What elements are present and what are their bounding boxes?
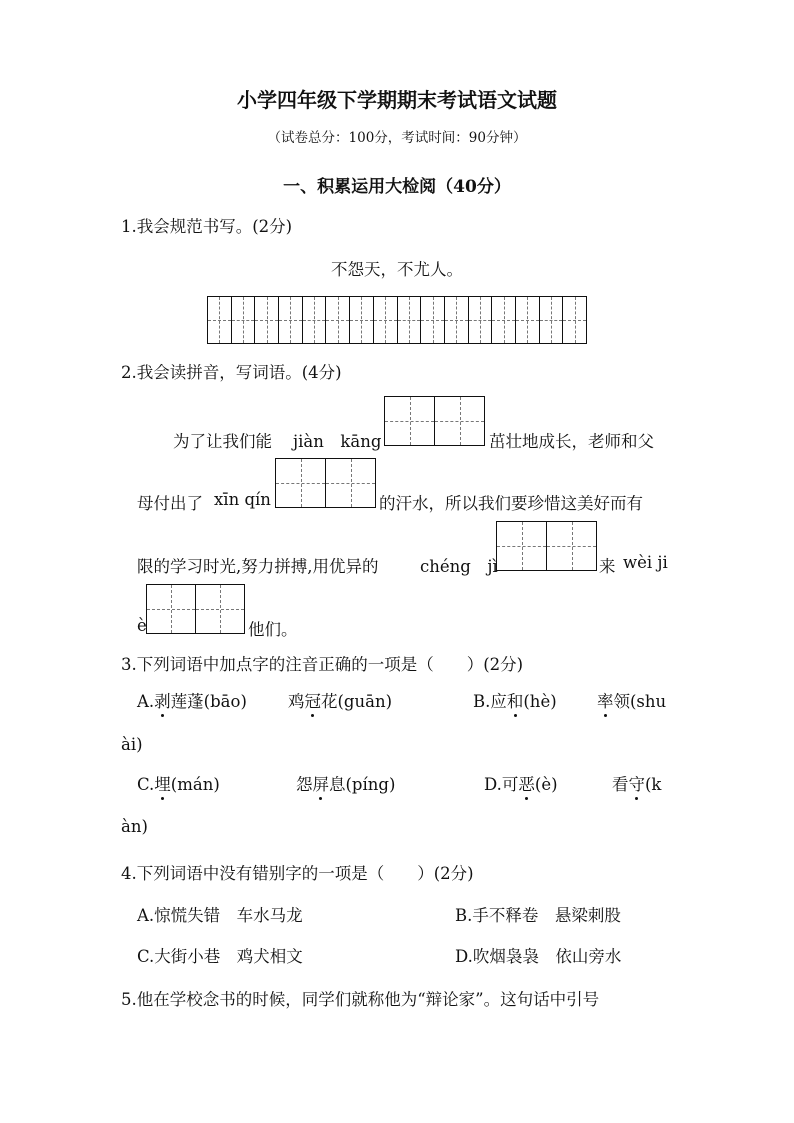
option-b-text: 领(shu: [613, 692, 667, 711]
grid-cell[interactable]: [255, 297, 279, 343]
grid-cell[interactable]: [540, 297, 564, 343]
option-c-word-2: [296, 771, 395, 795]
option-d[interactable]: D.吹烟袅袅 依山旁水: [455, 947, 622, 966]
option-a-text: 花(guān): [321, 692, 393, 711]
answer-box-4[interactable]: [146, 584, 245, 634]
grid-cell[interactable]: [374, 297, 398, 343]
text-line-1b: 茁壮地成长，老师和父: [489, 432, 654, 451]
grid-cell[interactable]: [350, 297, 374, 343]
option-a[interactable]: A.惊慌失错 车水马龙: [137, 906, 303, 925]
question-2-prompt: 2.我会读拼音，写词语。(4分): [121, 363, 342, 382]
option-a-text: 莲蓬(bāo): [170, 692, 247, 711]
option-d-text: D.可: [484, 775, 519, 794]
pinyin-jiankang: jiàn kāng: [293, 432, 382, 451]
option-c[interactable]: C.大街小巷 鸡犬相文: [137, 947, 303, 966]
option-c-label: C.: [137, 775, 155, 794]
grid-cell[interactable]: [303, 297, 327, 343]
option-b-text: (hè): [523, 692, 557, 711]
option-c-text: (mán): [170, 775, 220, 794]
grid-cell[interactable]: [208, 297, 232, 343]
answer-box-1[interactable]: [384, 396, 485, 446]
text-line-3a: 限的学习时光,努力拼搏,用优异的: [137, 557, 379, 576]
option-b-word-2: [597, 688, 666, 712]
option-a-word-2: [288, 688, 392, 712]
grid-cell[interactable]: [232, 297, 256, 343]
answer-box-2[interactable]: [275, 458, 376, 508]
dotted-char: 冠: [305, 688, 322, 712]
option-a-text: 鸡: [288, 692, 305, 711]
grid-cell[interactable]: [398, 297, 422, 343]
option-a-label: A.: [137, 692, 155, 711]
answer-box-3[interactable]: [496, 521, 597, 571]
text-line-1a: 为了让我们能: [173, 432, 272, 451]
grid-cell[interactable]: [492, 297, 516, 343]
grid-cell[interactable]: [326, 297, 350, 343]
pinyin-chengji: chéng jì: [420, 557, 498, 576]
pinyin-weijie-a: wèi ji: [623, 553, 668, 572]
dotted-char: 剥: [154, 688, 171, 712]
option-b-continued: ài): [121, 735, 143, 754]
pinyin-weijie-b: è: [137, 616, 147, 635]
option-d-word-2: [612, 771, 661, 795]
dotted-char: 率: [597, 688, 614, 712]
text-line-2b: 的汗水，所以我们要珍惜这美好而有: [379, 494, 643, 513]
exam-info: （试卷总分：100分，考试时间：90分钟）: [267, 130, 527, 146]
dotted-char: 屏: [313, 771, 330, 795]
dotted-char: 恶: [518, 771, 535, 795]
writing-grid[interactable]: [207, 296, 587, 344]
grid-cell[interactable]: [516, 297, 540, 343]
text-line-4b: 他们。: [248, 620, 298, 639]
question-4-prompt: 4.下列词语中没有错别字的一项是（ ）(2分): [121, 864, 474, 883]
option-b[interactable]: B.手不释卷 悬梁刺股: [455, 906, 621, 925]
question-5-prompt: 5.他在学校念书的时候，同学们就称他为“辩论家”。这句话中引号: [121, 990, 600, 1009]
dotted-char: 和: [507, 688, 524, 712]
option-d[interactable]: [484, 771, 558, 795]
option-c-text: 怨: [296, 775, 313, 794]
option-b[interactable]: [473, 688, 557, 712]
question-3-prompt: 3.下列词语中加点字的注音正确的一项是（ ）(2分): [121, 655, 524, 674]
dotted-char: 守: [629, 771, 646, 795]
section-heading: 一、积累运用大检阅（40分）: [283, 177, 511, 197]
grid-cell[interactable]: [563, 297, 586, 343]
grid-cell[interactable]: [421, 297, 445, 343]
option-d-text: (è): [534, 775, 558, 794]
option-d-continued: àn): [121, 817, 148, 836]
grid-cell[interactable]: [469, 297, 493, 343]
option-d-text: (k: [645, 775, 662, 794]
grid-cell[interactable]: [279, 297, 303, 343]
page-title: 小学四年级下学期期末考试语文试题: [237, 88, 557, 112]
option-b-text: B.应: [473, 692, 507, 711]
option-c[interactable]: [137, 771, 220, 795]
question-1-prompt: 1.我会规范书写。(2分): [121, 217, 293, 236]
text-line-3b: 来: [599, 557, 616, 576]
text-line-2a: 母付出了: [137, 494, 203, 513]
option-c-text: 息(píng): [329, 775, 396, 794]
option-d-text: 看: [612, 775, 629, 794]
dotted-char: 埋: [154, 771, 171, 795]
option-a[interactable]: [137, 688, 247, 712]
grid-cell[interactable]: [445, 297, 469, 343]
pinyin-xinqin: xīn qín: [214, 490, 271, 509]
copy-sentence: 不怨天，不尤人。: [331, 260, 463, 279]
